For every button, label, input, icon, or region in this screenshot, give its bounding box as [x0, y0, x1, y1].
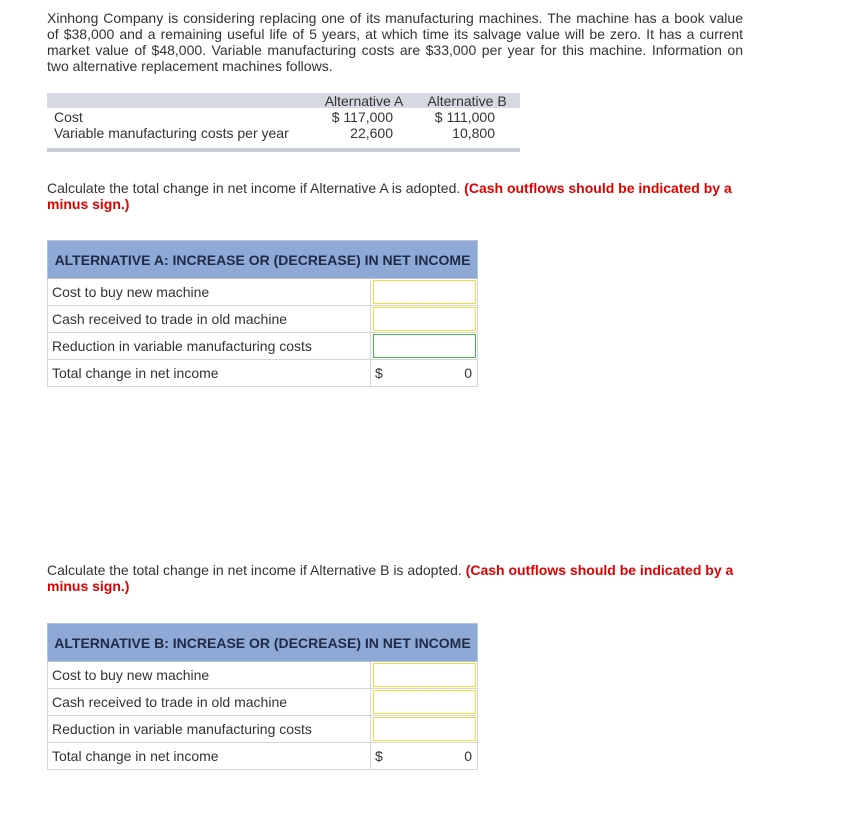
cost-alternative-a: $ 117,000: [331, 109, 393, 125]
table-row: [48, 743, 478, 770]
a-cost-new-machine-label: Cost to buy new machine: [48, 279, 371, 306]
cost-alternative-b: $ 111,000: [434, 109, 495, 125]
b-trade-in-input[interactable]: [373, 690, 476, 714]
question-a-text: Calculate the total change in net income if Alternative A is adopted.: [47, 180, 461, 196]
question-a-note: (Cash outflows should be indicated by a minus sign.): [47, 180, 732, 212]
alternative-a-table: [47, 240, 478, 387]
b-total-cell: [371, 743, 478, 770]
question-alternative-a: [47, 180, 752, 212]
a-reduction-variable-costs-input[interactable]: [373, 334, 476, 358]
a-total-label: Total change in net income: [48, 360, 371, 387]
info-bottom-rule: [47, 148, 520, 152]
a-total-cell: [371, 360, 478, 387]
a-cost-new-machine-input[interactable]: [373, 280, 476, 304]
b-trade-in-label: Cash received to trade in old machine: [48, 689, 371, 716]
table-row: [48, 306, 478, 333]
alternative-b-header: ALTERNATIVE B: INCREASE OR (DECREASE) IN NET INCOME: [48, 624, 478, 662]
b-total-value: 0: [464, 748, 472, 764]
b-total-label: Total change in net income: [48, 743, 371, 770]
a-total-value: 0: [464, 365, 472, 381]
alternative-b-table: [47, 623, 478, 770]
col-header-alternative-b: Alternative B: [427, 93, 507, 109]
question-b-note: (Cash outflows should be indicated by a minus sign.): [47, 562, 734, 594]
variable-costs-alternative-a: 22,600: [350, 125, 393, 141]
table-row: [48, 333, 478, 360]
alternatives-info-table: [47, 93, 520, 153]
b-reduction-variable-costs-label: Reduction in variable manufacturing costs: [48, 716, 371, 743]
alternative-a-header: ALTERNATIVE A: INCREASE OR (DECREASE) IN NET INCOME: [48, 241, 478, 279]
table-row: [48, 716, 478, 743]
a-trade-in-label: Cash received to trade in old machine: [48, 306, 371, 333]
table-row: [48, 689, 478, 716]
table-row: [48, 279, 478, 306]
row-label-variable-costs: Variable manufacturing costs per year: [54, 125, 289, 141]
a-reduction-variable-costs-label: Reduction in variable manufacturing costs: [48, 333, 371, 360]
question-b-text: Calculate the total change in net income if Alternative B is adopted.: [47, 562, 462, 578]
a-total-currency: $: [375, 365, 383, 381]
b-cost-new-machine-input[interactable]: [373, 663, 476, 687]
b-reduction-variable-costs-input[interactable]: [373, 717, 476, 741]
a-trade-in-input[interactable]: [373, 307, 476, 331]
variable-costs-alternative-b: 10,800: [452, 125, 495, 141]
question-alternative-b: [47, 562, 752, 594]
col-header-alternative-a: Alternative A: [324, 93, 404, 109]
b-total-currency: $: [375, 748, 383, 764]
row-label-cost: Cost: [54, 109, 83, 125]
table-row: [48, 662, 478, 689]
b-cost-new-machine-label: Cost to buy new machine: [48, 662, 371, 689]
table-row: [48, 360, 478, 387]
problem-statement: Xinhong Company is considering replacing one of its manufacturing machines. The machine has a book value of $38,000 and a remaining useful life of 5 years, at which time its salvage value will be zero. It has a current market value of $48,000. Variable manufacturing costs are $33,000 per year for this machine. Information on two alternative replacement machines follows.: [47, 10, 743, 74]
